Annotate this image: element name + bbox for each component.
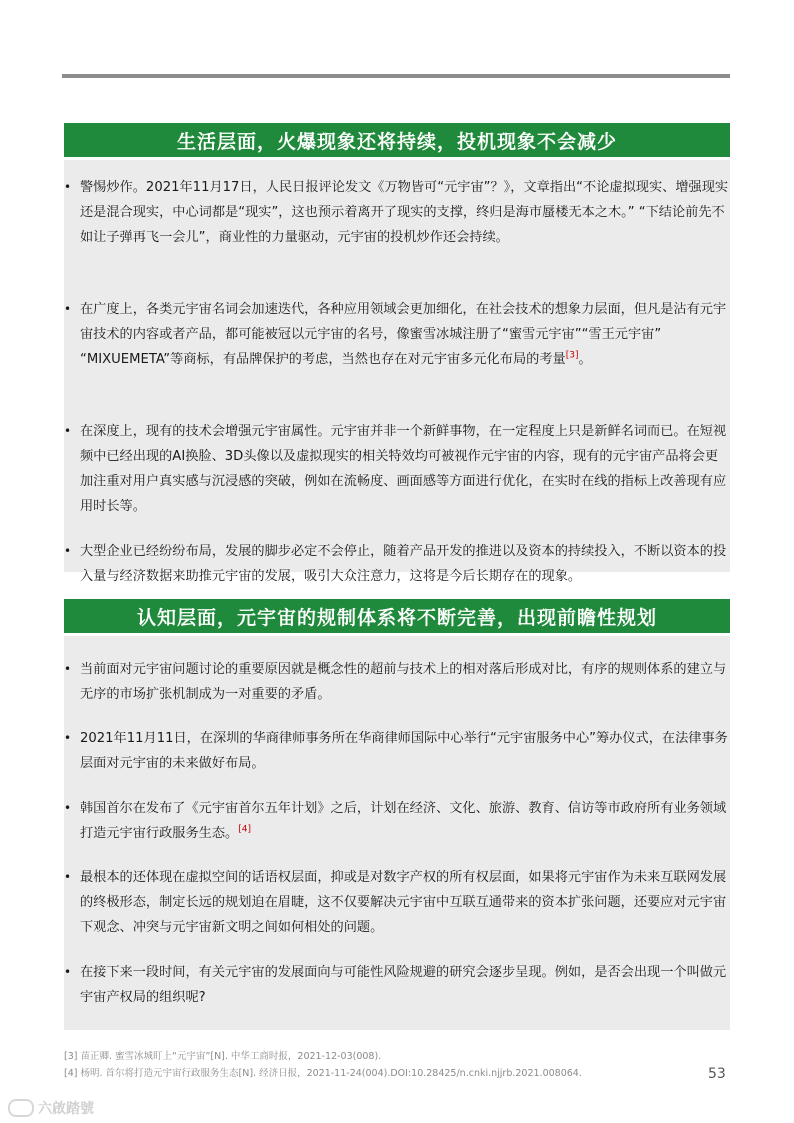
bullet-dot: • [64, 801, 72, 815]
bullet-dot: • [64, 302, 72, 316]
bullet-text: 2021年11月11日，在深圳的华商律师事务所在华商律师国际中心举行“元宇宙服务中心”筹办仪式，在法律事务层面对元宇宙的未来做好布局。 [80, 731, 728, 771]
bullet-text [80, 796, 730, 846]
bullet-dot: • [64, 424, 72, 438]
bullet-text: 当前面对元宇宙问题讨论的重要原因就是概念性的超前与技术上的相对落后形成对比，有序的规则体系的建立与无序的市场扩张机制成为一对重要的矛盾。 [80, 662, 727, 702]
bullet-body: 在广度上，各类元宇宙名词会加速迭代，各种应用领域会更加细化，在社会技术的想象力层面，但凡是沾有元宇宙技术的内容或者产品，都可能被冠以元宇宙的名号，像蜜雪冰城注册了“蜜雪元宇宙”“雪王元宇宙” “MIXUEMETA”等商标，有品牌保护的考虑，当然也存在对元宇宙多元化布局的考量 [80, 302, 727, 367]
bullet-tail: 。 [578, 352, 592, 367]
bullet-body: 韩国首尔在发布了《元宇宙首尔五年计划》之后，计划在经济、文化、旅游、教育、信访等市政府所有业务领域打造元宇宙行政服务生态。 [80, 801, 727, 841]
bullet-dot: • [64, 965, 72, 979]
bullet-dot: • [64, 870, 72, 884]
bullet-text: 警惕炒作。2021年11月17日，人民日报评论发文《万物皆可“元宇宙”？》，文章指出“不论虚拟现实、增强现实还是混合现实，中心词都是“现实”，这也预示着离开了现实的支撑，终归是海市蜃楼无本之木。” “下结论前先不如让子弹再飞一会儿”，商业性的力量驱动，元宇宙的投机炒作还会持续。 [80, 180, 729, 245]
section-header-cognition: 认知层面，元宇宙的规制体系将不断完善，出现前瞻性规划 [64, 599, 730, 633]
bullet-dot: • [64, 731, 72, 745]
bullet-text [80, 297, 730, 372]
watermark [8, 1098, 94, 1118]
footnote-4: [4] 杨明. 首尔将打造元宇宙行政服务生态[N]. 经济日报，2021-11-24(004).DOI:10.28425/n.cnki.njjrb.2021.008064. [64, 1068, 582, 1079]
bullet-dot: • [64, 544, 72, 558]
citation-ref[interactable]: [4] [238, 824, 251, 835]
top-divider [62, 74, 730, 78]
watermark-text: 六啟踏號 [38, 1101, 94, 1117]
footnotes [64, 1048, 684, 1082]
bullet-text: 在接下来一段时间，有关元宇宙的发展面向与可能性风险规避的研究会逐步呈现。例如，是否会出现一个叫做元宇宙产权局的组织呢? [80, 965, 727, 1005]
footnote-3: [3] 苗正卿. 蜜雪冰城盯上“元宇宙”[N]. 中华工商时报，2021-12-03(008). [64, 1051, 382, 1062]
section-header-life: 生活层面，火爆现象还将持续，投机现象不会减少 [64, 123, 730, 157]
bullet-dot: • [64, 662, 72, 676]
citation-ref[interactable]: [3] [565, 350, 579, 361]
page-number: 53 [708, 1066, 726, 1082]
bullet-text: 在深度上，现有的技术会增强元宇宙属性。元宇宙并非一个新鲜事物，在一定程度上只是新鲜名词而已。在短视频中已经出现的AI换脸、3D头像以及虚拟现实的相关特效均可被视作元宇宙的内容，现有的元宇宙产品将会更加注重对用户真实感与沉浸感的突破，例如在流畅度、画面感等方面进行优化，在实时在线的指标上改善现有应用时长等。 [80, 424, 727, 514]
watermark-logo-icon [8, 1099, 34, 1117]
bullet-dot: • [64, 180, 72, 194]
bullet-text: 最根本的还体现在虚拟空间的话语权层面，抑或是对数字产权的所有权层面，如果将元宇宙作为未来互联网发展的终极形态，制定长远的规划迫在眉睫，这不仅要解决元宇宙中互联互通带来的资本扩张问题，还要应对元宇宙下观念、冲突与元宇宙新文明之间如何相处的问题。 [80, 870, 727, 935]
bullet-text: 大型企业已经纷纷布局，发展的脚步必定不会停止，随着产品开发的推进以及资本的持续投入，不断以资本的投入量与经济数据来助推元宇宙的发展，吸引大众注意力，这将是今后长期存在的现象。 [80, 544, 727, 584]
